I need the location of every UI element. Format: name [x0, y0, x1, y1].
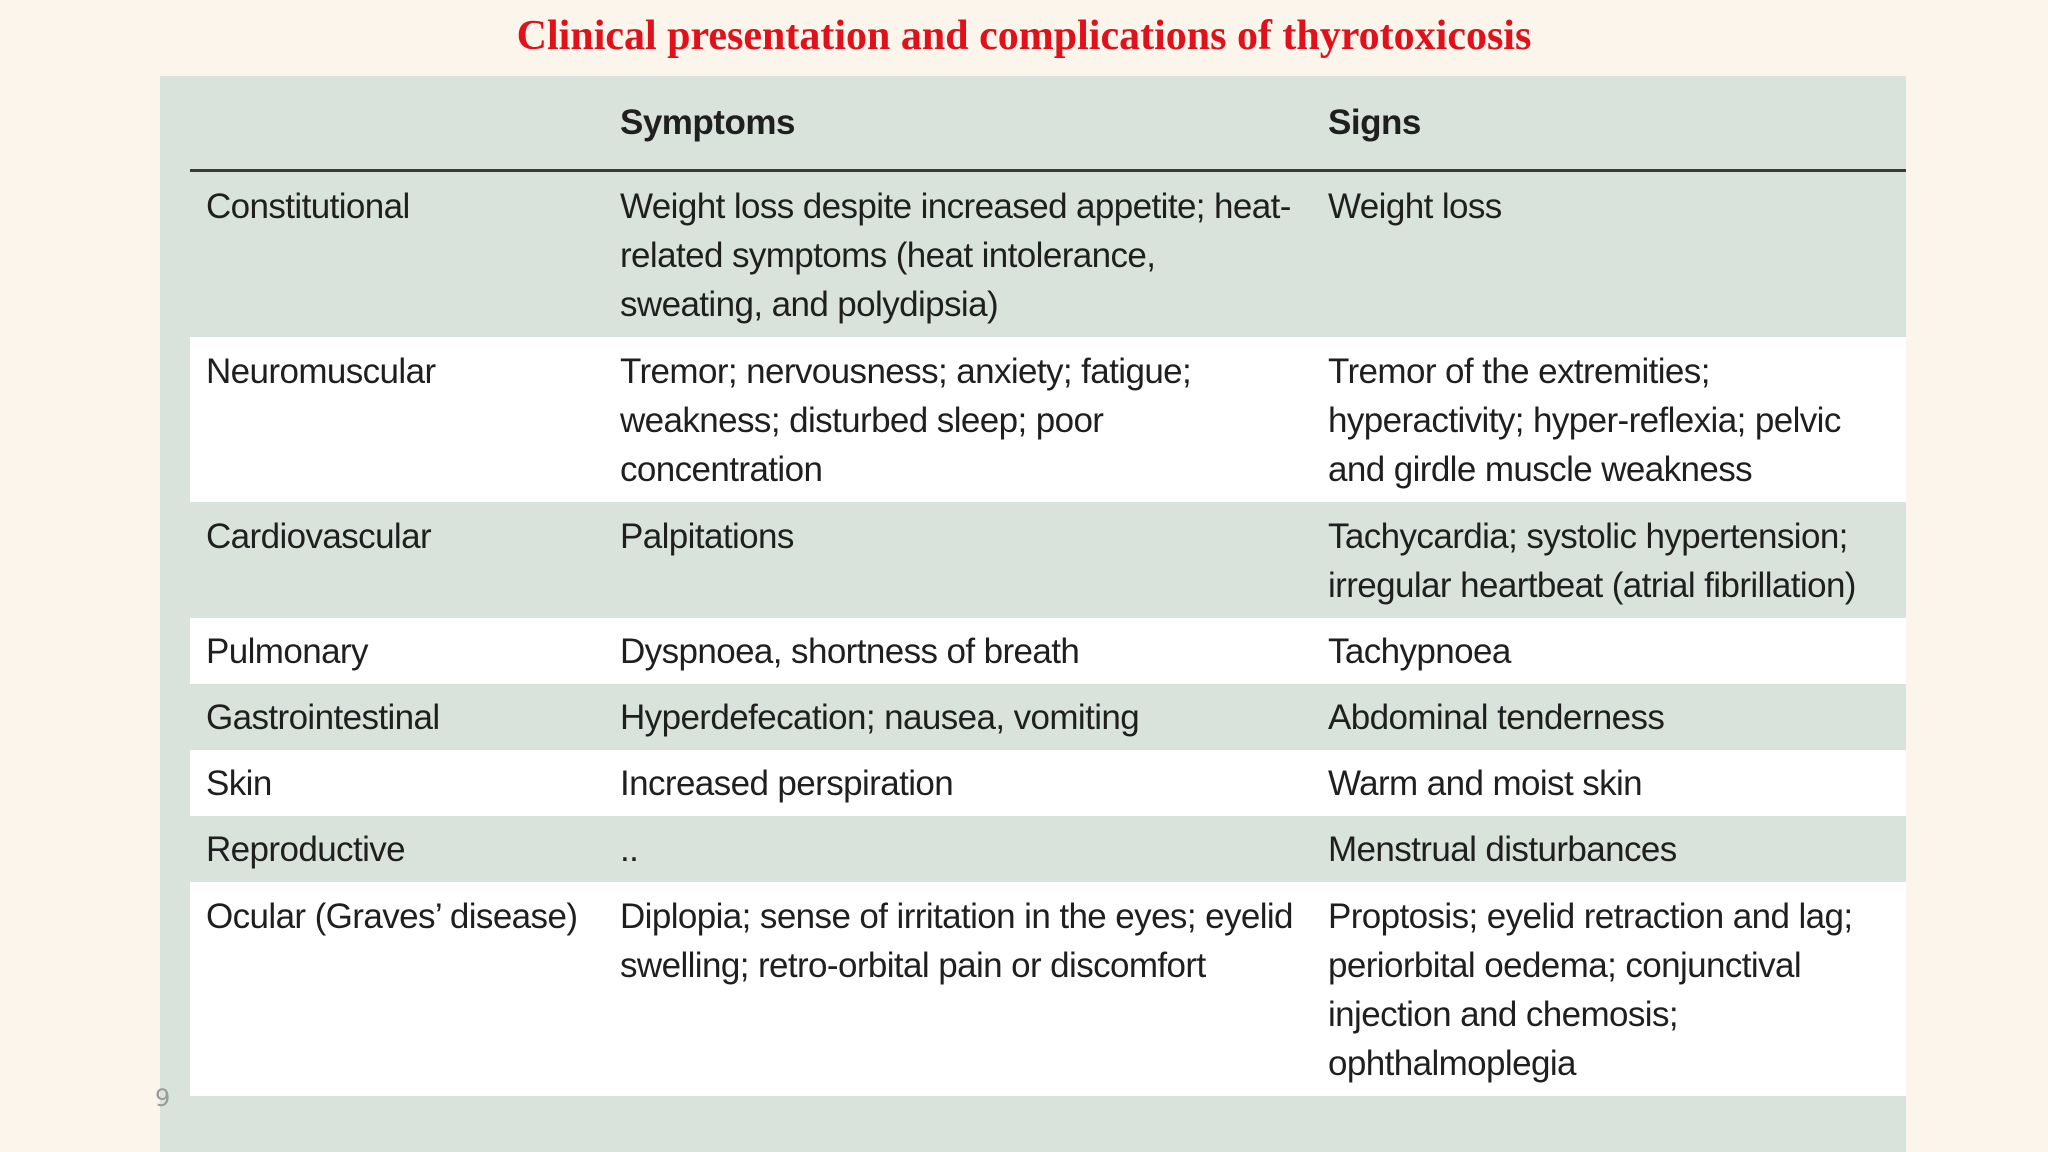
row-signs: Tachypnoea: [1312, 618, 1906, 684]
table-row-cardiovascular: [190, 502, 1906, 618]
header-category: [190, 76, 604, 171]
row-category: Neuromuscular: [190, 337, 604, 502]
row-signs: Warm and moist skin: [1312, 750, 1906, 816]
row-category: Ocular (Graves’ disease): [190, 882, 604, 1096]
row-category: Skin: [190, 750, 604, 816]
row-symptoms: Weight loss despite increased appetite; heat-related symptoms (heat intolerance, sweating, and polydipsia): [604, 171, 1312, 338]
row-symptoms: Palpitations: [604, 502, 1312, 618]
table-row-pulmonary: [190, 618, 1906, 684]
row-symptoms: Dyspnoea, shortness of breath: [604, 618, 1312, 684]
row-category: Gastrointestinal: [190, 684, 604, 750]
row-signs: Menstrual disturbances: [1312, 816, 1906, 882]
symptoms-signs-table: [190, 76, 1906, 1096]
slide-number: 9: [155, 1084, 171, 1112]
row-category: Reproductive: [190, 816, 604, 882]
slide-title: Clinical presentation and complications of thyrotoxicosis: [516, 13, 1532, 59]
row-signs: Abdominal tenderness: [1312, 684, 1906, 750]
table-row-reproductive: [190, 816, 1906, 882]
symptoms-signs-table-image: [160, 76, 1906, 1152]
header-symptoms: Symptoms: [604, 76, 1312, 171]
table-row-skin: [190, 750, 1906, 816]
table-row-constitutional: [190, 171, 1906, 338]
row-symptoms: Tremor; nervousness; anxiety; fatigue; weakness; disturbed sleep; poor concentration: [604, 337, 1312, 502]
row-signs: Tachycardia; systolic hypertension; irregular heartbeat (atrial fibrillation): [1312, 502, 1906, 618]
header-signs: Signs: [1312, 76, 1906, 171]
row-symptoms: Diplopia; sense of irritation in the eyes; eyelid swelling; retro-orbital pain or discomfort: [604, 882, 1312, 1096]
row-signs: Proptosis; eyelid retraction and lag; periorbital oedema; conjunctival injection and chemosis; ophthalmoplegia: [1312, 882, 1906, 1096]
table-row-gastrointestinal: [190, 684, 1906, 750]
row-symptoms: Hyperdefecation; nausea, vomiting: [604, 684, 1312, 750]
row-category: Cardiovascular: [190, 502, 604, 618]
row-symptoms: Increased perspiration: [604, 750, 1312, 816]
row-category: Constitutional: [190, 171, 604, 338]
table-row-neuromuscular: [190, 337, 1906, 502]
row-signs: Tremor of the extremities; hyperactivity; hyper-reflexia; pelvic and girdle muscle weakness: [1312, 337, 1906, 502]
row-signs: Weight loss: [1312, 171, 1906, 338]
table-row-ocular: [190, 882, 1906, 1096]
table-header-row: [190, 76, 1906, 171]
row-category: Pulmonary: [190, 618, 604, 684]
row-symptoms: ..: [604, 816, 1312, 882]
